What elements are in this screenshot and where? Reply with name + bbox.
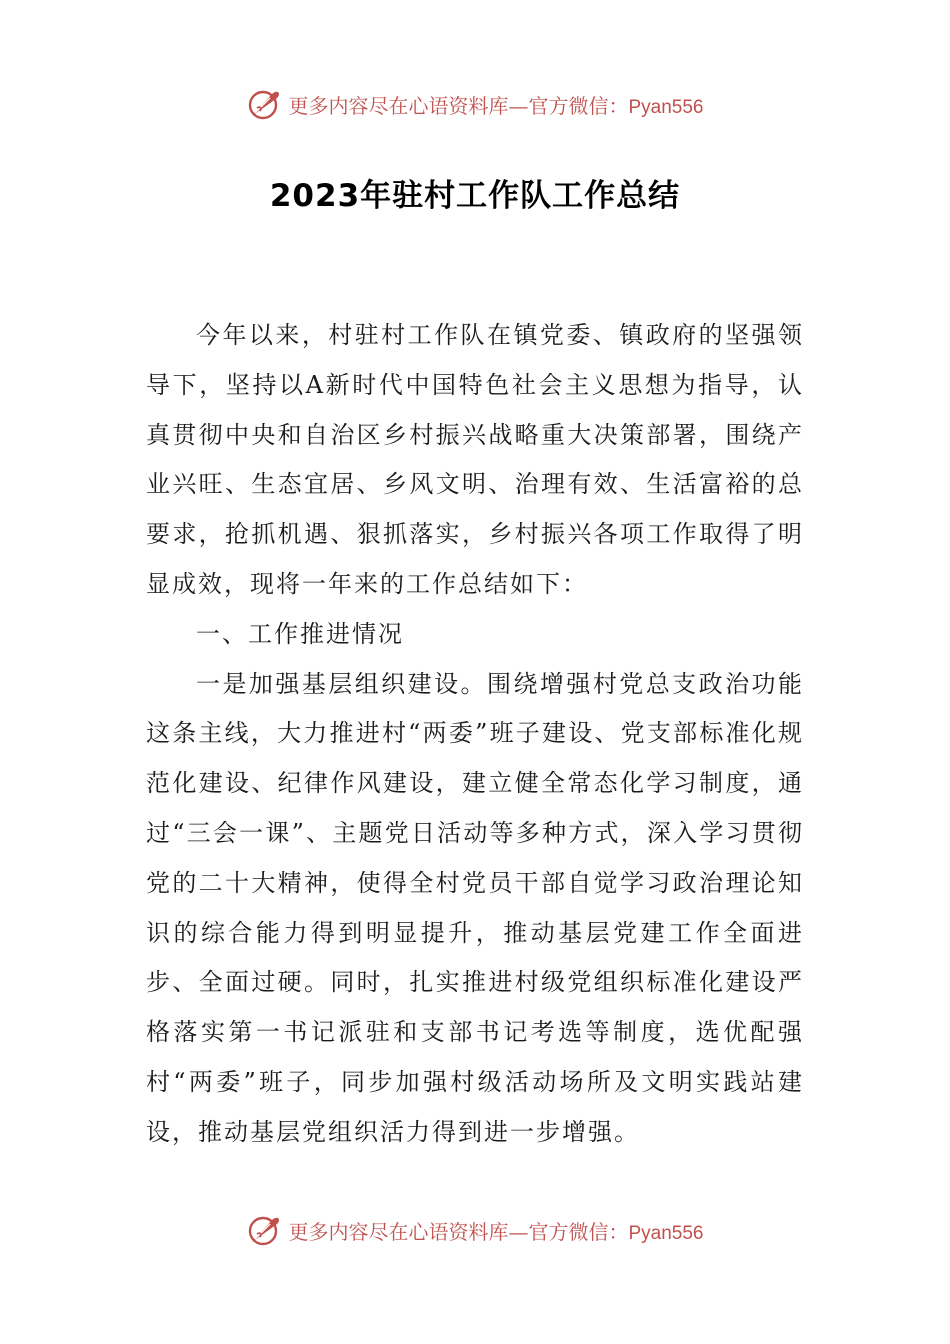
document-body — [146, 311, 804, 1158]
quill-logo-icon — [246, 86, 282, 122]
watermark-text: 更多内容尽在心语资料库—官方微信：Pyan556 — [288, 93, 704, 118]
watermark-wechat-id: Pyan556 — [628, 96, 704, 118]
watermark-text: 更多内容尽在心语资料库—官方微信：Pyan556 — [288, 1219, 704, 1244]
intro-paragraph: 今年以来，村驻村工作队在镇党委、镇政府的坚强领导下，坚持以A新时代中国特色社会主义思想为指导，认真贯彻中央和自治区乡村振兴战略重大决策部署，围绕产业兴旺、生态宜居、乡风文明、治理有效、生活富裕的总要求，抢抓机遇、狠抓落实，乡村振兴各项工作取得了明显成效，现将一年来的工作总结如下： — [146, 321, 804, 598]
document-title: 2023年驻村工作队工作总结 — [269, 178, 681, 214]
watermark-header — [0, 84, 950, 124]
section-heading: 一、工作推进情况 — [196, 619, 404, 648]
watermark-wechat-id: Pyan556 — [628, 1222, 704, 1244]
watermark-footer — [0, 1210, 950, 1250]
quill-logo-icon — [246, 1212, 282, 1248]
body-paragraph: 一是加强基层组织建设。围绕增强村党总支政治功能这条主线，大力推进村“两委”班子建设、党支部标准化规范化建设、纪律作风建设，建立健全常态化学习制度，通过“三会一课”、主题党日活动等多种方式，深入学习贯彻党的二十大精神，使得全村党员干部自觉学习政治理论知识的综合能力得到明显提升，推动基层党建工作全面进步、全面过硬。同时，扎实推进村级党组织标准化建设严格落实第一书记派驻和支部书记考选等制度，选优配强村“两委”班子，同步加强村级活动场所及文明实践站建设，推动基层党组织活力得到进一步增强。 — [146, 669, 804, 1146]
